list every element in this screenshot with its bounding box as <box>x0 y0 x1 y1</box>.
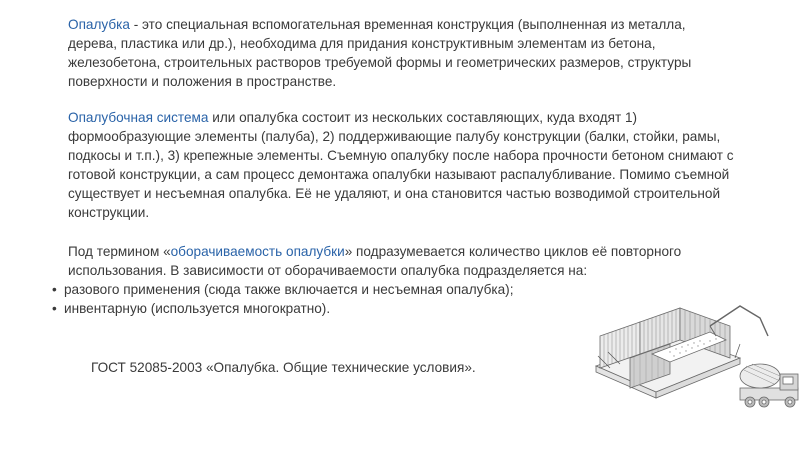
paragraph-definition <box>68 15 738 91</box>
bullet-list <box>50 280 513 318</box>
term-turnover: оборачиваемость опалубки <box>170 244 345 259</box>
term-formwork-system: Опалубочная система <box>68 110 209 125</box>
bullet-item-inventory: • инвентарную (используется многократно). <box>50 299 513 318</box>
formwork-construction-illustration <box>590 296 800 436</box>
turnover-text-before: Под термином « <box>68 244 171 259</box>
bullet-item-single-use: • разового применения (сюда также включается и несъемная опалубка); <box>50 280 513 299</box>
paragraph-system <box>68 108 738 222</box>
term-formwork: Опалубка <box>68 17 130 32</box>
turnover-text-after: » подразумевается количество циклов её повторного использования. В зависимости от оборачиваемости опалубка подразделяется на: <box>68 244 682 278</box>
definition-text: - это специальная вспомогательная временная конструкция (выполненная из металла, дерева, пластика или др.), необходима для придания конструктивным элементам из бетона, железобетона, строительных растворов требуемой формы и геометрических размеров, структуры поверхности и положения в пространстве. <box>68 17 692 89</box>
system-text: или опалубка состоит из нескольких составляющих, куда входят 1) формообразующие элементы (палуба), 2) поддерживающие палубу конструкции (балки, стойки, рамы, подкосы и т.п.), 3) крепежные элементы. Съемную опалубку после набора прочности бетоном снимают с готовой конструкции, а сам процесс демонтажа опалубки называют распалубливание. Помимо съемной существует и несъемная опалубка. Её не удаляют, и она становится частью возводимой строительной конструкции. <box>68 110 734 220</box>
gost-reference: ГОСТ 52085-2003 «Опалубка. Общие технические условия». <box>91 360 476 375</box>
paragraph-turnover <box>68 242 768 280</box>
